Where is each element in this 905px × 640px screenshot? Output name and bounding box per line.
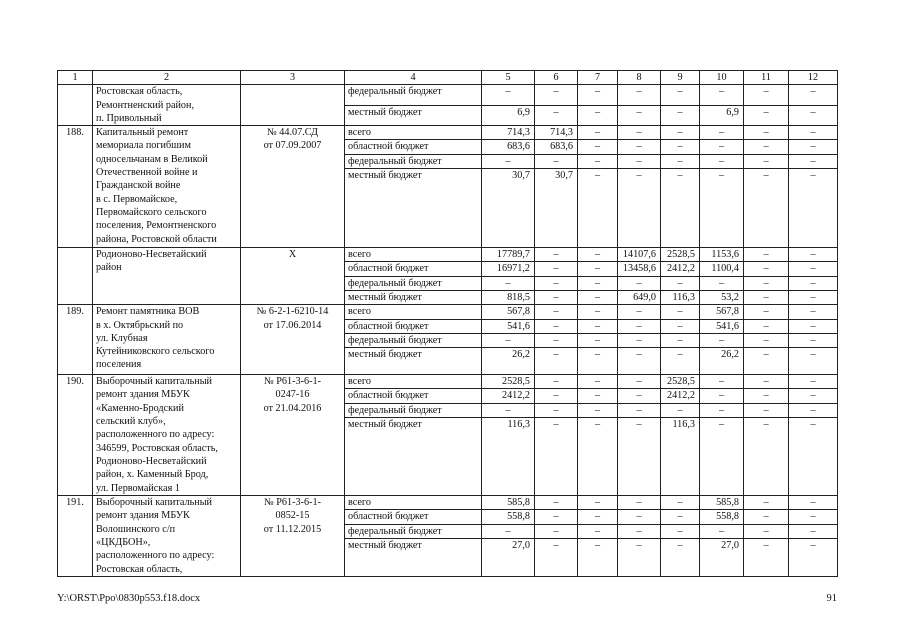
budget-source: всего	[345, 375, 482, 389]
amount-cell: 2412,2	[661, 262, 700, 276]
table-row	[58, 305, 838, 319]
document-ref	[241, 85, 345, 126]
amount-cell: –	[789, 538, 838, 576]
amount-cell: –	[789, 389, 838, 403]
amount-cell: –	[661, 333, 700, 347]
amount-cell: –	[618, 348, 661, 375]
budget-source: местный бюджет	[345, 538, 482, 576]
amount-cell: –	[578, 85, 618, 105]
amount-cell: –	[618, 333, 661, 347]
amount-cell: 585,8	[700, 496, 744, 510]
amount-cell: –	[578, 510, 618, 524]
entry-number: 191.	[58, 496, 93, 577]
amount-cell: –	[789, 348, 838, 375]
amount-cell: –	[618, 375, 661, 389]
amount-cell: –	[578, 248, 618, 262]
object-name: Ростовская область, Ремонтненский район, п. Привольный	[93, 85, 241, 126]
amount-cell: –	[578, 262, 618, 276]
column-number: 4	[345, 71, 482, 85]
column-number: 1	[58, 71, 93, 85]
amount-cell: –	[744, 538, 789, 576]
amount-cell: 714,3	[535, 126, 578, 140]
amount-cell: –	[744, 126, 789, 140]
amount-cell: –	[482, 524, 535, 538]
column-number: 8	[618, 71, 661, 85]
amount-cell: –	[744, 305, 789, 319]
amount-cell: 818,5	[482, 290, 535, 304]
amount-cell: 13458,6	[618, 262, 661, 276]
amount-cell: –	[535, 403, 578, 417]
amount-cell: –	[482, 154, 535, 168]
file-path: Y:\ORST\Ppo\0830p553.f18.docx	[57, 593, 201, 604]
budget-source: местный бюджет	[345, 169, 482, 248]
column-number: 12	[789, 71, 838, 85]
amount-cell: –	[789, 510, 838, 524]
amount-cell: 6,9	[482, 105, 535, 125]
amount-cell: –	[661, 305, 700, 319]
budget-source: областной бюджет	[345, 510, 482, 524]
amount-cell: –	[578, 389, 618, 403]
amount-cell: –	[789, 262, 838, 276]
document-ref: № Р61-3-6-1- 0247-16 от 21.04.2016	[241, 375, 345, 496]
amount-cell: –	[661, 319, 700, 333]
amount-cell: 2528,5	[482, 375, 535, 389]
header-row	[58, 71, 838, 85]
budget-source: местный бюджет	[345, 290, 482, 304]
amount-cell: –	[578, 403, 618, 417]
amount-cell: –	[578, 290, 618, 304]
amount-cell: –	[744, 169, 789, 248]
amount-cell: –	[700, 276, 744, 290]
amount-cell: –	[744, 496, 789, 510]
amount-cell: –	[789, 154, 838, 168]
amount-cell: –	[700, 154, 744, 168]
amount-cell: –	[700, 169, 744, 248]
amount-cell: –	[661, 140, 700, 154]
amount-cell: –	[744, 510, 789, 524]
amount-cell: 2528,5	[661, 248, 700, 262]
amount-cell: –	[661, 126, 700, 140]
amount-cell: 30,7	[535, 169, 578, 248]
amount-cell: –	[661, 538, 700, 576]
budget-source: всего	[345, 496, 482, 510]
amount-cell: –	[578, 418, 618, 496]
budget-source: федеральный бюджет	[345, 403, 482, 417]
table-row	[58, 375, 838, 389]
object-name: Выборочный капитальный ремонт здания МБУК Волошинского с/п «ЦКДБОН», расположенного по адресу: Ростовская область,	[93, 496, 241, 577]
column-number: 2	[93, 71, 241, 85]
budget-table	[57, 70, 838, 577]
amount-cell: 26,2	[482, 348, 535, 375]
amount-cell: –	[661, 276, 700, 290]
amount-cell: –	[618, 418, 661, 496]
amount-cell: –	[700, 140, 744, 154]
amount-cell: –	[578, 276, 618, 290]
amount-cell: –	[661, 105, 700, 125]
amount-cell: 2412,2	[482, 389, 535, 403]
budget-source: всего	[345, 305, 482, 319]
amount-cell: –	[700, 85, 744, 105]
amount-cell: 683,6	[535, 140, 578, 154]
amount-cell: 116,3	[661, 418, 700, 496]
amount-cell: 541,6	[482, 319, 535, 333]
amount-cell: –	[482, 403, 535, 417]
object-name: Выборочный капитальный ремонт здания МБУК «Каменно-Бродский сельский клуб», расположенного по адресу: 346599, Ростовская область, Родионово-Несветайский район, х. Каменный Брод, ул. Первомайская 1	[93, 375, 241, 496]
amount-cell: –	[661, 154, 700, 168]
amount-cell: –	[618, 105, 661, 125]
amount-cell: 714,3	[482, 126, 535, 140]
budget-source: федеральный бюджет	[345, 85, 482, 105]
amount-cell: –	[535, 248, 578, 262]
column-number: 6	[535, 71, 578, 85]
budget-source: областной бюджет	[345, 140, 482, 154]
amount-cell: –	[744, 348, 789, 375]
amount-cell: 567,8	[700, 305, 744, 319]
amount-cell: –	[744, 248, 789, 262]
amount-cell: –	[618, 403, 661, 417]
amount-cell: –	[618, 126, 661, 140]
amount-cell: –	[744, 154, 789, 168]
amount-cell: 649,0	[618, 290, 661, 304]
amount-cell: 27,0	[700, 538, 744, 576]
amount-cell: 585,8	[482, 496, 535, 510]
entry-number: 189.	[58, 305, 93, 375]
amount-cell: 683,6	[482, 140, 535, 154]
amount-cell: –	[578, 524, 618, 538]
amount-cell: –	[744, 85, 789, 105]
amount-cell: –	[789, 126, 838, 140]
amount-cell: –	[578, 105, 618, 125]
amount-cell: –	[700, 389, 744, 403]
amount-cell: –	[578, 305, 618, 319]
amount-cell: –	[535, 524, 578, 538]
amount-cell: –	[744, 403, 789, 417]
column-number: 3	[241, 71, 345, 85]
column-number: 5	[482, 71, 535, 85]
amount-cell: –	[535, 418, 578, 496]
amount-cell: 558,8	[700, 510, 744, 524]
amount-cell: –	[744, 375, 789, 389]
amount-cell: –	[578, 375, 618, 389]
amount-cell: –	[789, 140, 838, 154]
budget-source: федеральный бюджет	[345, 524, 482, 538]
budget-source: всего	[345, 126, 482, 140]
amount-cell: –	[700, 403, 744, 417]
document-ref: № 44.07.СД от 07.09.2007	[241, 126, 345, 248]
amount-cell: –	[535, 496, 578, 510]
amount-cell: –	[618, 85, 661, 105]
amount-cell: –	[789, 290, 838, 304]
amount-cell: –	[535, 348, 578, 375]
amount-cell: –	[789, 276, 838, 290]
object-name: Капитальный ремонт мемориала погибшим односельчанам в Великой Отечественной войне и Гражданской войне в с. Первомайское, Первомайского сельского поселения, Ремонтненского района, Ростовской области	[93, 126, 241, 248]
amount-cell: 17789,7	[482, 248, 535, 262]
amount-cell: –	[535, 389, 578, 403]
budget-source: всего	[345, 248, 482, 262]
amount-cell: –	[618, 538, 661, 576]
amount-cell: –	[789, 418, 838, 496]
amount-cell: –	[535, 290, 578, 304]
amount-cell: –	[661, 348, 700, 375]
amount-cell: –	[789, 375, 838, 389]
amount-cell: –	[535, 276, 578, 290]
column-number: 11	[744, 71, 789, 85]
amount-cell: 116,3	[482, 418, 535, 496]
amount-cell: –	[744, 389, 789, 403]
amount-cell: –	[661, 85, 700, 105]
amount-cell: –	[661, 169, 700, 248]
entry-number	[58, 248, 93, 305]
entry-number: 188.	[58, 126, 93, 248]
budget-source: местный бюджет	[345, 105, 482, 125]
amount-cell: –	[618, 140, 661, 154]
page-number: 91	[826, 593, 837, 604]
amount-cell: –	[578, 126, 618, 140]
amount-cell: –	[578, 140, 618, 154]
amount-cell: –	[618, 524, 661, 538]
budget-source: федеральный бюджет	[345, 276, 482, 290]
entry-number: 190.	[58, 375, 93, 496]
amount-cell: 1100,4	[700, 262, 744, 276]
amount-cell: –	[535, 154, 578, 168]
amount-cell: –	[744, 105, 789, 125]
amount-cell: –	[700, 418, 744, 496]
amount-cell: 14107,6	[618, 248, 661, 262]
amount-cell: –	[535, 85, 578, 105]
amount-cell: –	[744, 319, 789, 333]
amount-cell: –	[535, 105, 578, 125]
amount-cell: –	[789, 169, 838, 248]
amount-cell: –	[482, 276, 535, 290]
amount-cell: –	[578, 538, 618, 576]
amount-cell: –	[482, 333, 535, 347]
amount-cell: –	[789, 248, 838, 262]
amount-cell: –	[789, 319, 838, 333]
amount-cell: –	[744, 140, 789, 154]
amount-cell: –	[661, 510, 700, 524]
amount-cell: –	[744, 276, 789, 290]
amount-cell: –	[744, 418, 789, 496]
budget-source: областной бюджет	[345, 319, 482, 333]
amount-cell: –	[578, 154, 618, 168]
document-ref: № Р61-3-6-1- 0852-15 от 11.12.2015	[241, 496, 345, 577]
budget-source: местный бюджет	[345, 418, 482, 496]
budget-source: областной бюджет	[345, 262, 482, 276]
amount-cell: –	[535, 305, 578, 319]
column-number: 10	[700, 71, 744, 85]
amount-cell: –	[618, 154, 661, 168]
amount-cell: –	[578, 496, 618, 510]
amount-cell: 27,0	[482, 538, 535, 576]
document-ref: Х	[241, 248, 345, 305]
amount-cell: –	[661, 496, 700, 510]
amount-cell: –	[789, 85, 838, 105]
amount-cell: –	[618, 319, 661, 333]
amount-cell: –	[535, 538, 578, 576]
amount-cell: –	[744, 333, 789, 347]
amount-cell: –	[618, 389, 661, 403]
amount-cell: –	[700, 126, 744, 140]
amount-cell: –	[789, 496, 838, 510]
amount-cell: –	[789, 333, 838, 347]
column-number: 7	[578, 71, 618, 85]
table-row	[58, 126, 838, 140]
budget-source: местный бюджет	[345, 348, 482, 375]
amount-cell: –	[618, 276, 661, 290]
amount-cell: –	[618, 510, 661, 524]
document-ref: № 6-2-1-6210-14 от 17.06.2014	[241, 305, 345, 375]
amount-cell: –	[618, 496, 661, 510]
amount-cell: 567,8	[482, 305, 535, 319]
amount-cell: –	[618, 305, 661, 319]
amount-cell: –	[700, 524, 744, 538]
amount-cell: –	[578, 333, 618, 347]
amount-cell: –	[744, 524, 789, 538]
amount-cell: –	[578, 319, 618, 333]
amount-cell: 541,6	[700, 319, 744, 333]
amount-cell: 6,9	[700, 105, 744, 125]
amount-cell: –	[535, 510, 578, 524]
table-row	[58, 248, 838, 262]
amount-cell: 558,8	[482, 510, 535, 524]
amount-cell: –	[789, 305, 838, 319]
budget-source: областной бюджет	[345, 389, 482, 403]
amount-cell: 2528,5	[661, 375, 700, 389]
column-number: 9	[661, 71, 700, 85]
table-row	[58, 496, 838, 510]
amount-cell: 2412,2	[661, 389, 700, 403]
object-name: Родионово-Несветайский район	[93, 248, 241, 305]
amount-cell: –	[618, 169, 661, 248]
amount-cell: 30,7	[482, 169, 535, 248]
amount-cell: –	[535, 319, 578, 333]
amount-cell: –	[661, 403, 700, 417]
amount-cell: –	[744, 262, 789, 276]
amount-cell: –	[700, 333, 744, 347]
amount-cell: –	[789, 105, 838, 125]
amount-cell: –	[535, 333, 578, 347]
amount-cell: –	[578, 348, 618, 375]
amount-cell: 116,3	[661, 290, 700, 304]
amount-cell: –	[700, 375, 744, 389]
table-row	[58, 85, 838, 105]
entry-number	[58, 85, 93, 126]
amount-cell: –	[535, 375, 578, 389]
amount-cell: 26,2	[700, 348, 744, 375]
amount-cell: 1153,6	[700, 248, 744, 262]
object-name: Ремонт памятника ВОВ в х. Октябрьский по ул. Клубная Кутейниковского сельского поселения	[93, 305, 241, 375]
amount-cell: 16971,2	[482, 262, 535, 276]
amount-cell: –	[789, 524, 838, 538]
amount-cell: –	[482, 85, 535, 105]
amount-cell: –	[744, 290, 789, 304]
amount-cell: –	[789, 403, 838, 417]
amount-cell: –	[578, 169, 618, 248]
amount-cell: –	[535, 262, 578, 276]
amount-cell: 53,2	[700, 290, 744, 304]
budget-source: федеральный бюджет	[345, 333, 482, 347]
amount-cell: –	[661, 524, 700, 538]
budget-source: федеральный бюджет	[345, 154, 482, 168]
